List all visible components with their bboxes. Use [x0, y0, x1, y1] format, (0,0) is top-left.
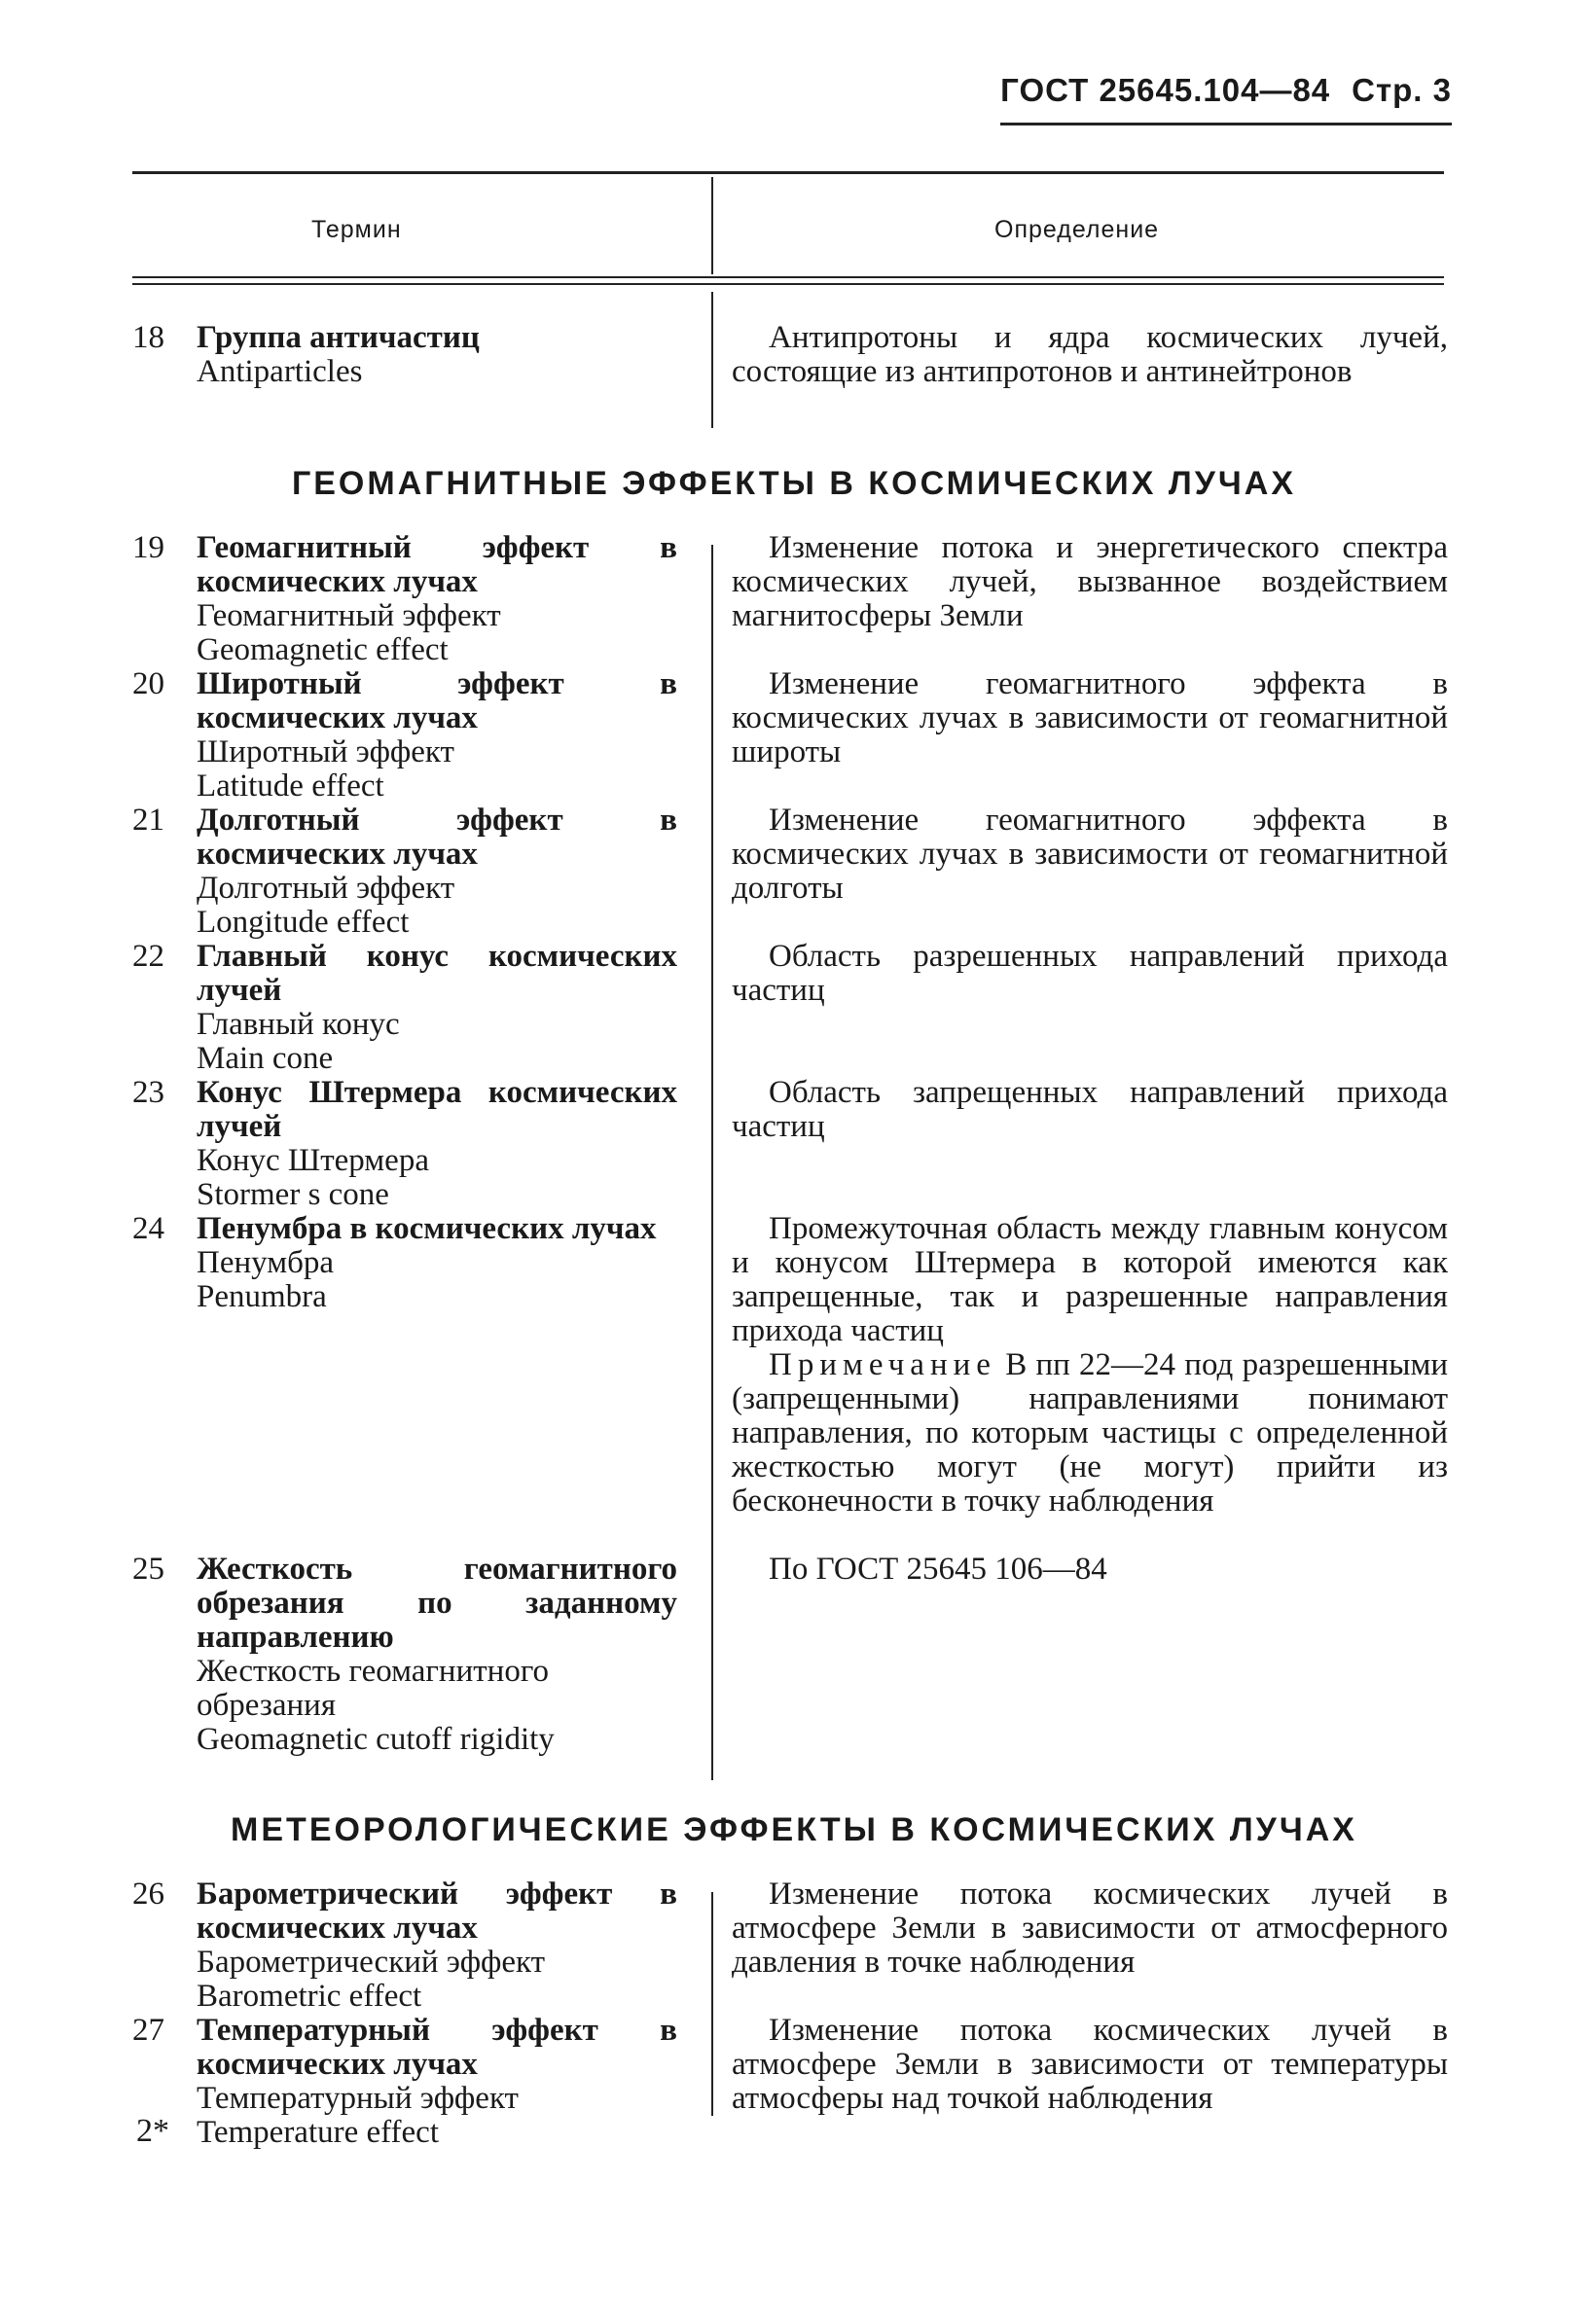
table-header-rule	[132, 276, 1444, 278]
column-divider	[711, 545, 713, 1780]
term-definition: Область разрешенных направлений прихода частиц	[732, 939, 1448, 1008]
column-header-term: Термин	[311, 216, 402, 243]
note	[732, 1348, 1448, 1519]
term-name: Конус Штермера космических лучей	[197, 1075, 677, 1144]
term-number: 20	[132, 666, 164, 701]
term-entry	[132, 1076, 677, 1212]
term-name: Температурный эффект в космических лучах	[197, 2013, 677, 2082]
page-number: Стр. 3	[1352, 72, 1452, 108]
term-synonyms: Antiparticles	[197, 354, 363, 389]
term-synonyms: Жесткость геомагнитного обрезания Geomagnetic cutoff rigidity	[197, 1654, 555, 1757]
term-number: 24	[132, 1211, 164, 1246]
table-header-rule-double	[132, 283, 1444, 285]
term-number: 21	[132, 803, 164, 838]
term-synonyms: Температурный эффект Temperature effect	[197, 2081, 519, 2150]
term-entry	[132, 2014, 677, 2150]
term-definition: Изменение потока космических лучей в атмосфере Земли в зависимости от температуры атмосферы над точкой наблюдения	[732, 2013, 1448, 2116]
column-divider	[711, 177, 713, 274]
term-entry	[132, 1212, 677, 1314]
section-heading-meteorological: МЕТЕОРОЛОГИЧЕСКИЕ ЭФФЕКТЫ В КОСМИЧЕСКИХ ЛУЧАХ	[231, 1811, 1357, 1848]
term-entry	[132, 940, 677, 1076]
note-text: В пп 22—24 под разрешенными (запрещенными) направлениями понимают направления, по которым частицы с определенной жесткостью могут (не могут) прийти из бесконечности в точку наблюдения	[732, 1347, 1448, 1519]
term-synonyms: Барометрический эффект Barometric effect	[197, 1945, 546, 2014]
term-definition: Промежуточная область между главным конусом и конусом Штермера в которой имеются как запрещенные, так и разрешенные направления прихода частиц	[732, 1211, 1448, 1348]
term-name: Группа античастиц	[197, 320, 480, 355]
term-name: Пенумбра в космических лучах	[197, 1211, 657, 1246]
page-header	[1000, 72, 1452, 125]
term-entry	[132, 667, 677, 804]
term-number: 22	[132, 939, 164, 974]
table-top-rule	[132, 171, 1444, 174]
term-number: 25	[132, 1552, 164, 1587]
term-definition: Изменение геомагнитного эффекта в космических лучах в зависимости от геомагнитной широты	[732, 666, 1448, 769]
term-number: 18	[132, 320, 164, 355]
signature-mark: 2*	[136, 2113, 169, 2149]
term-definition: По ГОСТ 25645 106—84	[769, 1552, 1107, 1587]
term-number: 23	[132, 1075, 164, 1110]
term-synonyms: Геомагнитный эффект Geomagnetic effect	[197, 598, 501, 667]
term-definition: Область запрещенных направлений прихода частиц	[732, 1075, 1448, 1144]
note-label: Примечание	[769, 1347, 996, 1382]
standard-number: ГОСТ 25645.104—84	[1000, 72, 1331, 108]
term-definition: Изменение потока и энергетического спектра космических лучей, вызванное воздействием магнитосферы Земли	[732, 530, 1448, 633]
term-synonyms: Долготный эффект Longitude effect	[197, 871, 455, 940]
term-entry	[132, 1877, 677, 2014]
term-synonyms: Пенумбра Penumbra	[197, 1245, 335, 1314]
term-synonyms: Главный конус Main cone	[197, 1007, 400, 1076]
term-number: 26	[132, 1877, 164, 1912]
term-number: 19	[132, 530, 164, 565]
term-entry	[132, 321, 677, 389]
term-synonyms: Конус Штермера Stormer s cone	[197, 1143, 429, 1212]
column-header-definition: Определение	[994, 216, 1160, 243]
term-entry	[132, 1553, 677, 1757]
term-definition: Антипротоны и ядра космических лучей, состоящие из антипротонов и антинейтронов	[732, 320, 1448, 389]
term-definition: Изменение потока космических лучей в атмосфере Земли в зависимости от атмосферного давления в точке наблюдения	[732, 1877, 1448, 1980]
section-heading-geomagnetic: ГЕОМАГНИТНЫЕ ЭФФЕКТЫ В КОСМИЧЕСКИХ ЛУЧАХ	[291, 465, 1296, 502]
term-name: Геомагнитный эффект в космических лучах	[197, 530, 677, 599]
column-divider	[711, 1892, 713, 2116]
term-name: Жесткость геомагнитного обрезания по заданному направлению	[197, 1552, 677, 1655]
term-name: Главный конус космических лучей	[197, 939, 677, 1008]
term-definition: Изменение геомагнитного эффекта в космических лучах в зависимости от геомагнитной долготы	[732, 803, 1448, 906]
term-name: Барометрический эффект в космических лучах	[197, 1877, 677, 1946]
term-name: Широтный эффект в космических лучах	[197, 666, 677, 735]
column-divider	[711, 292, 713, 428]
term-number: 27	[132, 2013, 164, 2048]
term-entry	[132, 804, 677, 940]
term-synonyms: Широтный эффект Latitude effect	[197, 734, 454, 804]
term-name: Долготный эффект в космических лучах	[197, 803, 677, 872]
term-entry	[132, 531, 677, 667]
